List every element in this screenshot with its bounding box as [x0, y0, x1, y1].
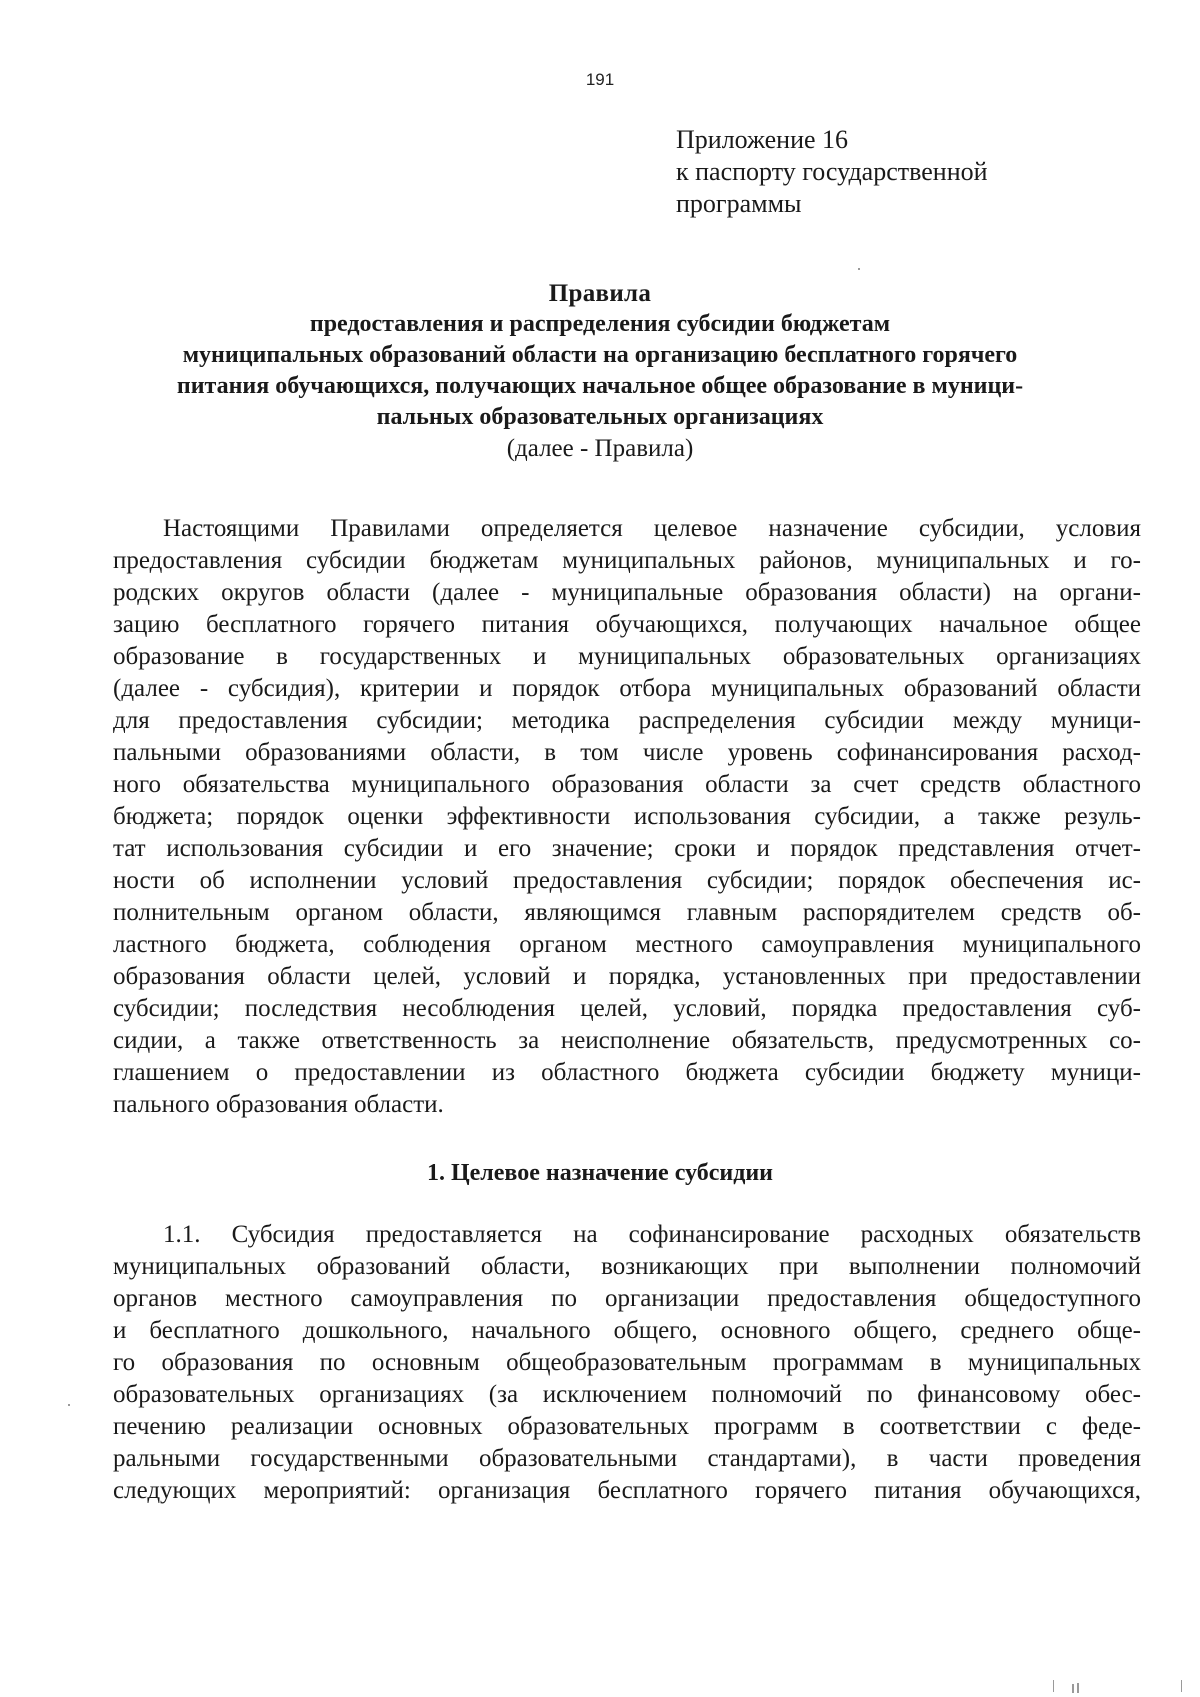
paragraph-line: зацию бесплатного горячего питания обучающихся, получающих начальное общее — [113, 611, 1141, 638]
paragraph-line: ности об исполнении условий предоставления субсидии; порядок обеспечения ис- — [113, 867, 1141, 894]
paragraph-line: муниципальных образований области, возникающих при выполнении полномочий — [113, 1253, 1141, 1280]
paragraph-line: пальными образованиями области, в том числе уровень софинансирования расход- — [113, 739, 1141, 766]
paragraph-line: тат использования субсидии и его значение; сроки и порядок представления отчет- — [113, 835, 1141, 862]
paragraph-line: глашением о предоставлении из областного бюджета субсидии бюджету муници- — [113, 1059, 1141, 1086]
scan-speck — [858, 268, 860, 270]
paragraph-line: родских округов области (далее - муниципальные образования области) на органи- — [113, 579, 1141, 606]
paragraph-line: (далее - субсидия), критерии и порядок отбора муниципальных образований области — [113, 675, 1141, 702]
paragraph-line: 1.1. Субсидия предоставляется на софинансирование расходных обязательств — [163, 1221, 1141, 1248]
paragraph-line: образовательных организациях (за исключением полномочий по финансовому обес- — [113, 1381, 1141, 1408]
title-line: питания обучающихся, получающих начальное общее образование в муници- — [176, 373, 1024, 399]
page-number: 191 — [585, 70, 615, 89]
scan-speck — [1181, 1680, 1182, 1692]
title-line: пальных образовательных организациях — [376, 404, 824, 430]
annex-line: Приложение 16 — [676, 125, 849, 154]
title-line: предоставления и распределения субсидии бюджетам — [309, 311, 891, 337]
annex-line: к паспорту государственной — [676, 157, 988, 186]
paragraph-line: образование в государственных и муниципальных образовательных организациях — [113, 643, 1141, 670]
paragraph-line: го образования по основным общеобразовательным программам в муниципальных — [113, 1349, 1141, 1376]
paragraph-line: ного обязательства муниципального образования области за счет средств областного — [113, 771, 1141, 798]
scan-speck — [1077, 1683, 1079, 1693]
title-line: муниципальных образований области на организацию бесплатного горячего — [182, 342, 1018, 368]
paragraph-line: Настоящими Правилами определяется целевое назначение субсидии, условия — [163, 515, 1141, 542]
title-main: Правила — [548, 280, 652, 307]
annex-line: программы — [676, 189, 802, 218]
section-paragraph — [113, 1219, 1141, 1507]
paragraph-line: бюджета; порядок оценки эффективности использования субсидии, а также резуль- — [113, 803, 1141, 830]
paragraph-line: органов местного самоуправления по организации предоставления общедоступного — [113, 1285, 1141, 1312]
scan-speck — [1053, 1680, 1054, 1692]
paragraph-line: образования области целей, условий и порядка, установленных при предоставлении — [113, 963, 1141, 990]
scan-speck — [1072, 1684, 1074, 1693]
paragraph-line: предоставления субсидии бюджетам муниципальных районов, муниципальных и го- — [113, 547, 1141, 574]
paragraph-line: пального образования области. — [113, 1091, 444, 1118]
intro-paragraph — [113, 513, 1141, 1121]
paragraph-line: следующих мероприятий: организация бесплатного горячего питания обучающихся, — [113, 1477, 1141, 1504]
section-heading: 1. Целевое назначение субсидии — [426, 1160, 774, 1186]
scan-speck — [68, 1404, 70, 1406]
paragraph-line: ластного бюджета, соблюдения органом местного самоуправления муниципального — [113, 931, 1141, 958]
paragraph-line: субсидии; последствия несоблюдения целей, условий, порядка предоставления суб- — [113, 995, 1141, 1022]
paragraph-line: ральными государственными образовательными стандартами), в части проведения — [113, 1445, 1141, 1472]
annex-header — [676, 124, 988, 220]
title-note: (далее - Правила) — [506, 435, 694, 462]
paragraph-line: и бесплатного дошкольного, начального общего, основного общего, среднего обще- — [113, 1317, 1141, 1344]
paragraph-line: для предоставления субсидии; методика распределения субсидии между муници- — [113, 707, 1141, 734]
paragraph-line: печению реализации основных образовательных программ в соответствии с феде- — [113, 1413, 1141, 1440]
paragraph-line: полнительным органом области, являющимся главным распорядителем средств об- — [113, 899, 1141, 926]
document-title — [0, 278, 1200, 465]
paragraph-line: сидии, а также ответственность за неисполнение обязательств, предусмотренных со- — [113, 1027, 1141, 1054]
